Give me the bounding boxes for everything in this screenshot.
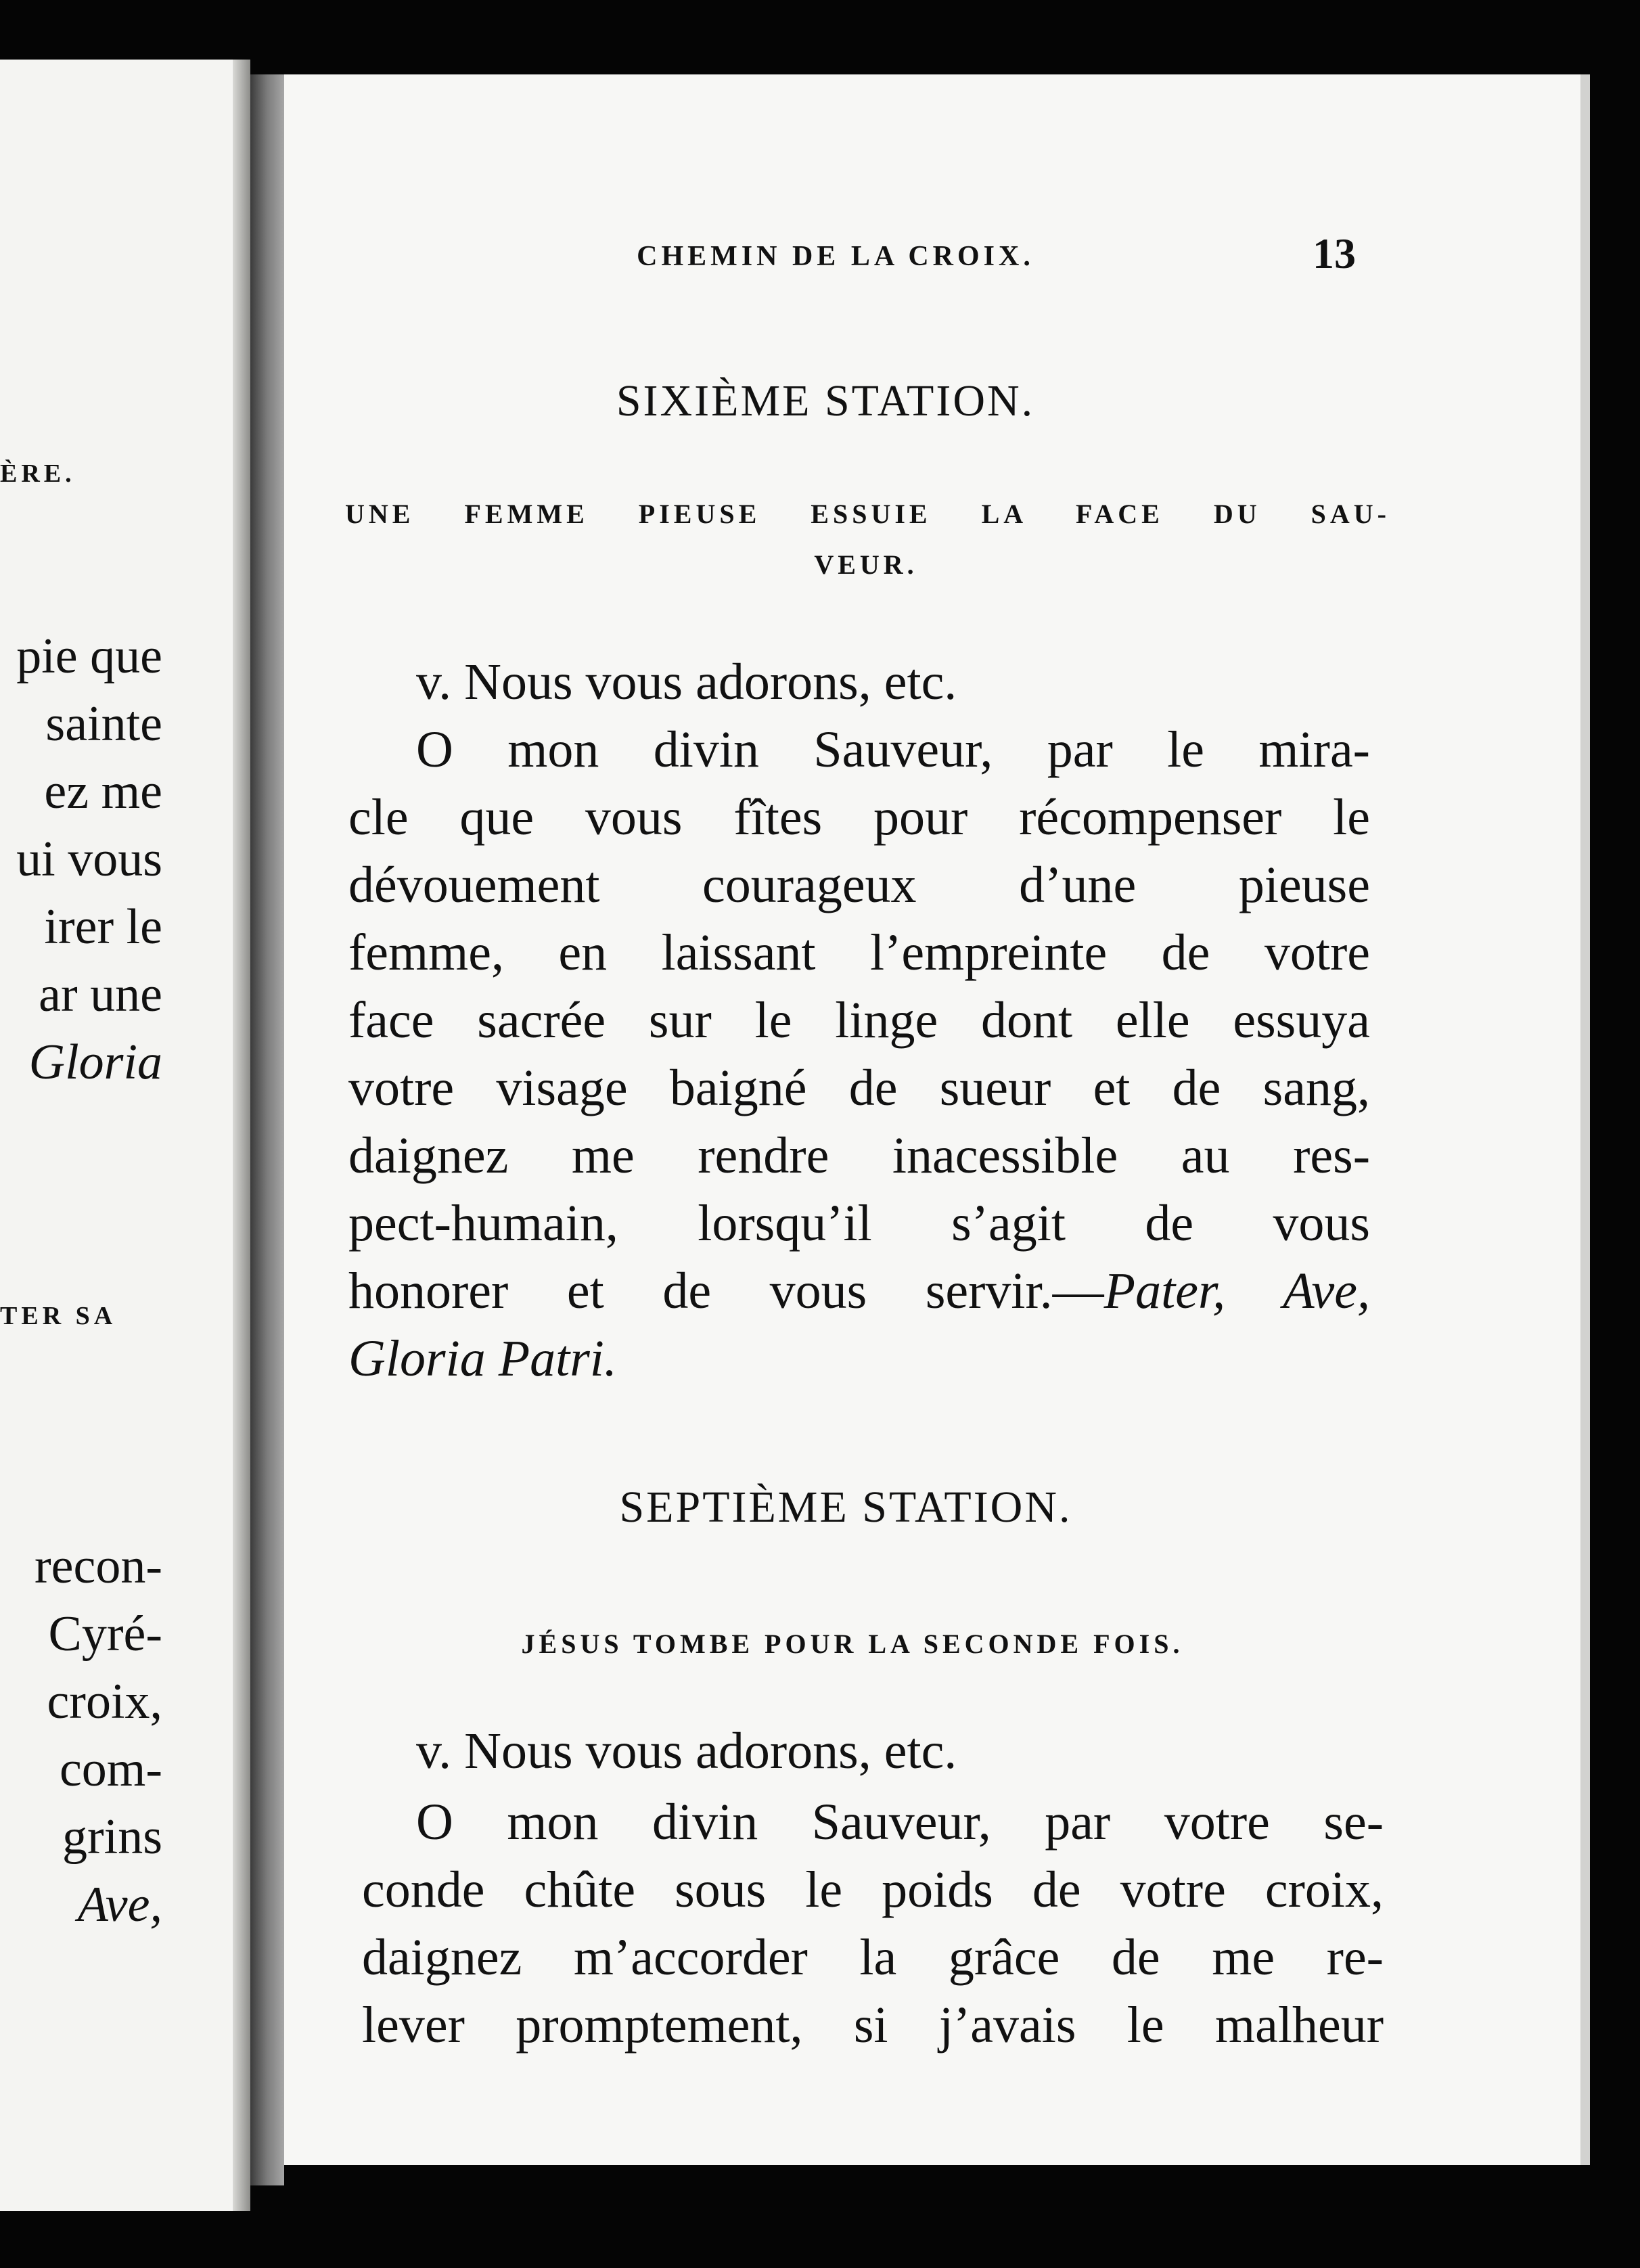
- station-6-text-line: dévouement courageux d’une pieuse: [348, 857, 1370, 913]
- station-6-text-line: femme, en laissant l’empreinte de votre: [348, 924, 1370, 981]
- previous-page-caps-fragment: TER SA: [0, 1302, 117, 1330]
- previous-page-line: Cyré-: [48, 1606, 162, 1662]
- previous-page: [0, 60, 250, 2211]
- station-7-title: SEPTIÈME STATION.: [619, 1482, 1072, 1532]
- station-6-closing-italic: Pater, Ave,: [1103, 1263, 1370, 1319]
- station-6-text-line: votre visage baigné de sueur et de sang,: [348, 1060, 1370, 1116]
- previous-page-line: grins: [62, 1809, 162, 1865]
- station-6-title: SIXIÈME STATION.: [616, 376, 1035, 426]
- previous-page-line: ez me: [44, 764, 162, 819]
- station-6-versicle: v. Nous vous adorons, etc.: [416, 654, 957, 710]
- station-6-subtitle-line-1: UNE FEMME PIEUSE ESSUIE LA FACE DU SAU-: [345, 499, 1390, 529]
- previous-page-header-fragment: ÈRE.: [0, 459, 76, 488]
- station-6-text-line: pect-humain, lorsqu’il s’agit de vous: [348, 1195, 1370, 1252]
- previous-page-line: sainte: [45, 696, 162, 752]
- station-7-subtitle: JÉSUS TOMBE POUR LA SECONDE FOIS.: [521, 1629, 1184, 1659]
- station-6-text-line: cle que vous fîtes pour récompenser le: [348, 789, 1370, 846]
- running-head: CHEMIN DE LA CROIX.: [637, 241, 1034, 272]
- station-7-text-line: daignez m’accorder la grâce de me re-: [362, 1929, 1384, 1986]
- station-6-text-line: daignez me rendre inacessible au res-: [348, 1127, 1370, 1184]
- previous-page-line: croix,: [47, 1674, 162, 1729]
- station-6-closing-text: honorer et de vous servir.—: [348, 1263, 1104, 1319]
- station-7-text-line: O mon divin Sauveur, par votre se-: [416, 1794, 1384, 1851]
- current-page: [284, 74, 1590, 2165]
- station-6-text-line: O mon divin Sauveur, par le mira-: [416, 721, 1370, 778]
- station-7-text-line: conde chûte sous le poids de votre croix,: [362, 1861, 1384, 1918]
- previous-page-line: com-: [59, 1742, 162, 1797]
- page-edge-shadow: [233, 60, 250, 2211]
- station-6-subtitle-line-2: VEUR.: [814, 549, 918, 580]
- page-number: 13: [1313, 229, 1356, 277]
- previous-page-line: irer le: [44, 899, 162, 955]
- station-6-closing-line: [348, 1265, 1370, 1317]
- previous-page-line-italic: Gloria: [28, 1035, 162, 1090]
- station-6-final-line: Gloria Patri.: [348, 1330, 617, 1387]
- station-6-text-line: face sacrée sur le linge dont elle essuya: [348, 992, 1370, 1049]
- previous-page-line-italic: Ave,: [77, 1877, 162, 1932]
- previous-page-line: ar une: [39, 967, 162, 1022]
- previous-page-line: ui vous: [16, 832, 162, 887]
- previous-page-line: pie que: [16, 629, 162, 684]
- station-7-text-line: lever promptement, si j’avais le malheur: [362, 1997, 1384, 2054]
- previous-page-line: recon-: [35, 1539, 162, 1594]
- book-gutter: [250, 74, 284, 2185]
- station-7-versicle: v. Nous vous adorons, etc.: [416, 1723, 957, 1779]
